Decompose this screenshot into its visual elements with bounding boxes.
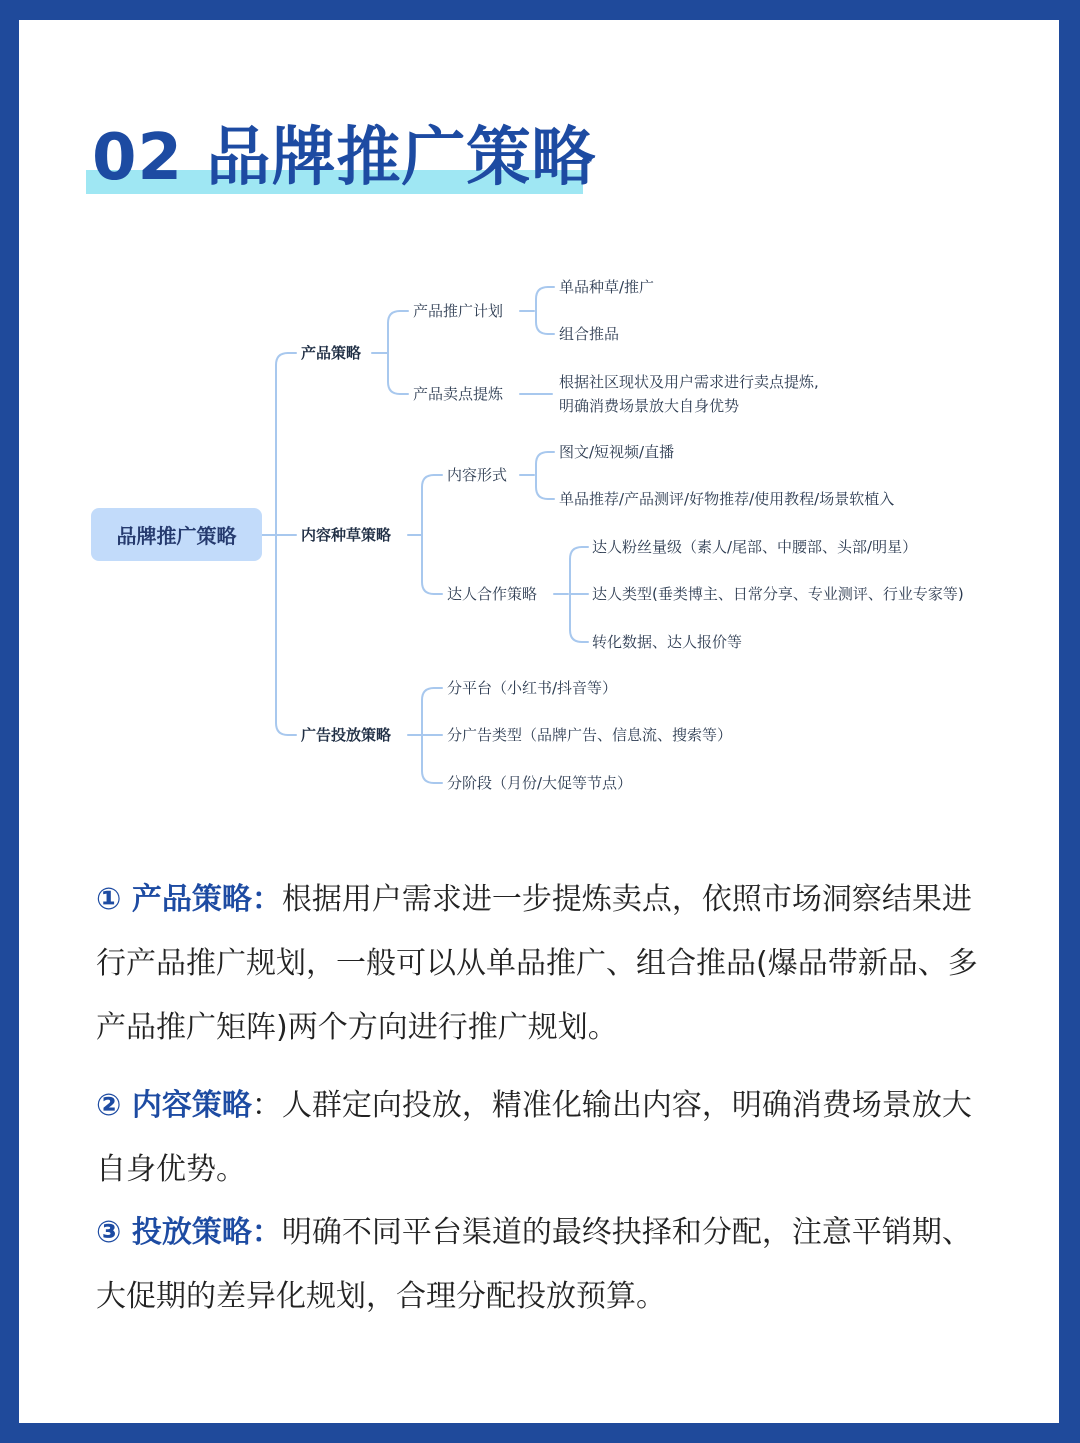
paragraph-text: 明确不同平台渠道的最终抉择和分配，注意平销期、大促期的差异化规划，合理分配投放预算。 (96, 1215, 972, 1314)
leaf-selling-point-line2: 明确消费场景放大自身优势 (559, 397, 740, 415)
node-content-format: 内容形式 (447, 466, 508, 484)
branch-content-strategy: 内容种草策略 (301, 526, 392, 544)
paragraph-content-strategy (96, 1074, 996, 1202)
paragraph-text: 根据用户需求进一步提炼卖点，依照市场洞察结果进行产品推广规划，一般可以从单品推广、组合推品(爆品带新品、多产品推广矩阵)两个方向进行推广规划。 (96, 882, 978, 1045)
leaf-kol-types: 达人类型(垂类博主、日常分享、专业测评、行业专家等) (592, 585, 964, 603)
leaf-by-ad-type: 分广告类型（品牌广告、信息流、搜索等） (447, 726, 733, 744)
leaf-content-media: 图文/短视频/直播 (559, 443, 675, 461)
paragraph-lead: ③ 投放策略： (96, 1215, 282, 1250)
paragraph-lead: ① 产品策略： (96, 882, 282, 917)
paragraph-product-strategy (96, 868, 996, 1060)
leaf-by-stage: 分阶段（月份/大促等节点） (447, 774, 633, 792)
leaf-kol-followers: 达人粉丝量级（素人/尾部、中腰部、头部/明星） (592, 538, 918, 556)
page-title: 02 品牌推广策略 (92, 121, 597, 195)
paragraph-text: ：人群定向投放，精准化输出内容，明确消费场景放大自身优势。 (96, 1088, 972, 1187)
leaf-selling-point-line1: 根据社区现状及用户需求进行卖点提炼, (559, 373, 819, 391)
branch-ad-strategy: 广告投放策略 (301, 726, 392, 744)
paragraph-ad-strategy (96, 1201, 996, 1329)
leaf-by-platform: 分平台（小红书/抖音等） (447, 679, 618, 697)
node-selling-point: 产品卖点提炼 (413, 385, 504, 403)
leaf-content-types: 单品推荐/产品测评/好物推荐/使用教程/场景软植入 (559, 490, 895, 508)
node-kol-strategy: 达人合作策略 (447, 585, 538, 603)
leaf-single-product: 单品种草/推广 (559, 278, 655, 296)
branch-product-strategy: 产品策略 (301, 344, 362, 362)
mindmap-root-node: 品牌推广策略 (91, 508, 262, 561)
leaf-kol-conversion: 转化数据、达人报价等 (592, 633, 743, 651)
node-product-promo-plan: 产品推广计划 (413, 302, 504, 320)
leaf-combo-product: 组合推品 (559, 325, 620, 343)
paragraph-lead: ② 内容策略 (96, 1088, 252, 1123)
